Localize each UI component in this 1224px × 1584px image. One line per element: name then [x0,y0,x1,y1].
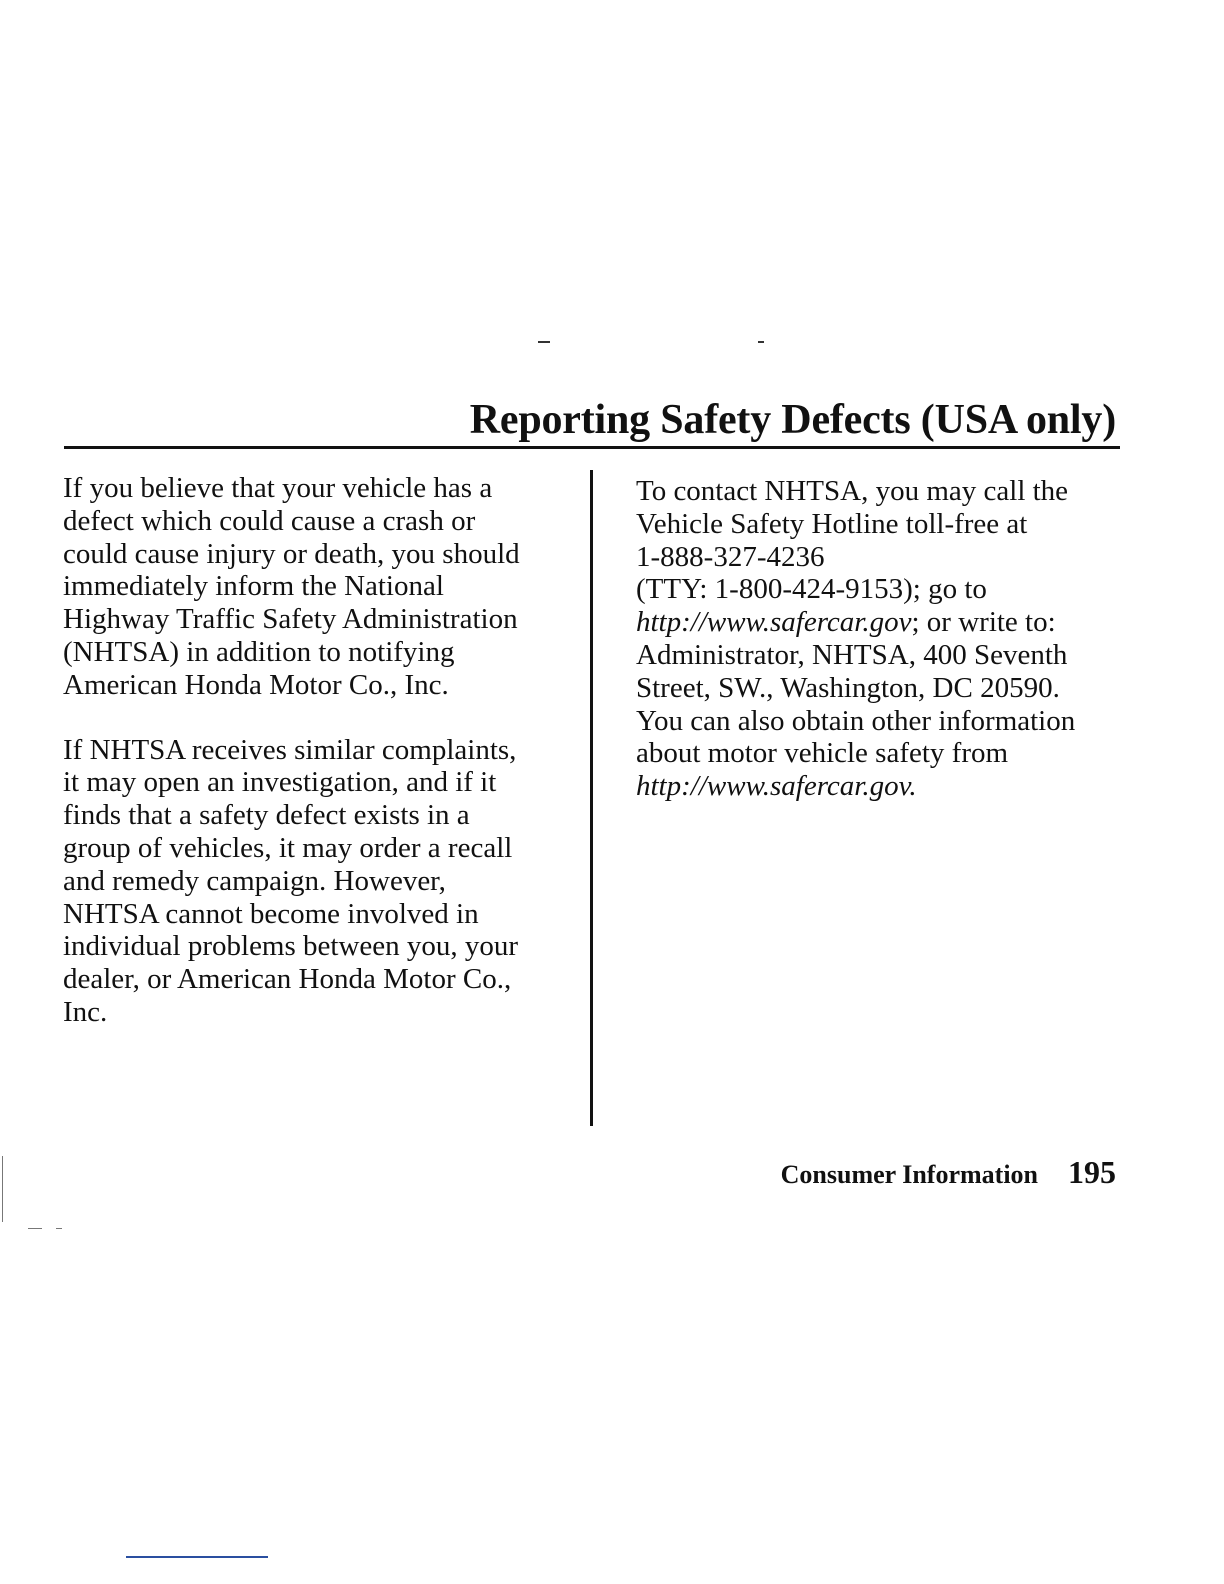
text-line: (NHTSA) in addition to notifying [63,635,455,668]
page-title: Reporting Safety Defects (USA only) [469,397,1116,443]
text-line: and remedy campaign. However, [63,864,446,897]
text-line: Inc. [63,995,108,1028]
text-line: finds that a safety defect exists in a [63,799,470,832]
scan-mark [56,1228,62,1229]
mailing-address: Street, SW., Washington, DC 20590. [636,671,1060,704]
text-line: If you believe that your vehicle has a [63,472,493,504]
page-footer [781,1154,1116,1191]
mailing-address: Administrator, NHTSA, 400 Seventh [636,638,1068,671]
page-number: 195 [1068,1154,1116,1190]
text-line: NHTSA cannot become involved in [63,897,479,930]
text-line: defect which could cause a crash or [63,504,476,537]
scan-mark [538,341,550,343]
title-rule [64,446,1120,449]
text-line: Highway Traffic Safety Administration [63,603,518,636]
text-line: You can also obtain other information [636,704,1076,737]
text-line: American Honda Motor Co., Inc. [63,668,449,701]
tty-number: (TTY: 1-800-424-9153); go to [636,573,987,606]
scan-edge-line [126,1556,268,1558]
scan-mark [2,1156,3,1222]
safercar-link[interactable]: http://www.safercar.gov. [636,770,917,803]
left-column [63,472,563,1061]
text-line [636,606,1106,639]
scan-mark [28,1228,42,1229]
hotline-number: 1-888-327-4236 [636,540,825,573]
column-divider [590,470,593,1126]
paragraph-nhtsa-inform [63,472,563,702]
text-line: individual problems between you, your [63,930,519,963]
text-line: group of vehicles, it may order a recall [63,831,513,864]
text-line: Vehicle Safety Hotline toll-free at [636,507,1028,540]
text-fragment: ; or write to: [911,606,1056,639]
safercar-link[interactable]: http://www.safercar.gov [636,606,912,639]
footer-section-title: Consumer Information [780,1160,1038,1189]
scan-mark [758,341,764,343]
text-line: immediately inform the National [63,570,444,603]
text-line: about motor vehicle safety from [636,737,1009,770]
text-line: could cause injury or death, you should [63,537,520,570]
text-line: To contact NHTSA, you may call the [636,475,1069,507]
paragraph-contact-nhtsa [636,475,1106,803]
text-line: If NHTSA receives similar complaints, [63,733,517,766]
paragraph-nhtsa-investigation [63,734,563,1029]
text-line: it may open an investigation, and if it [63,766,497,799]
text-line: dealer, or American Honda Motor Co., [63,963,512,996]
right-column [636,475,1106,835]
